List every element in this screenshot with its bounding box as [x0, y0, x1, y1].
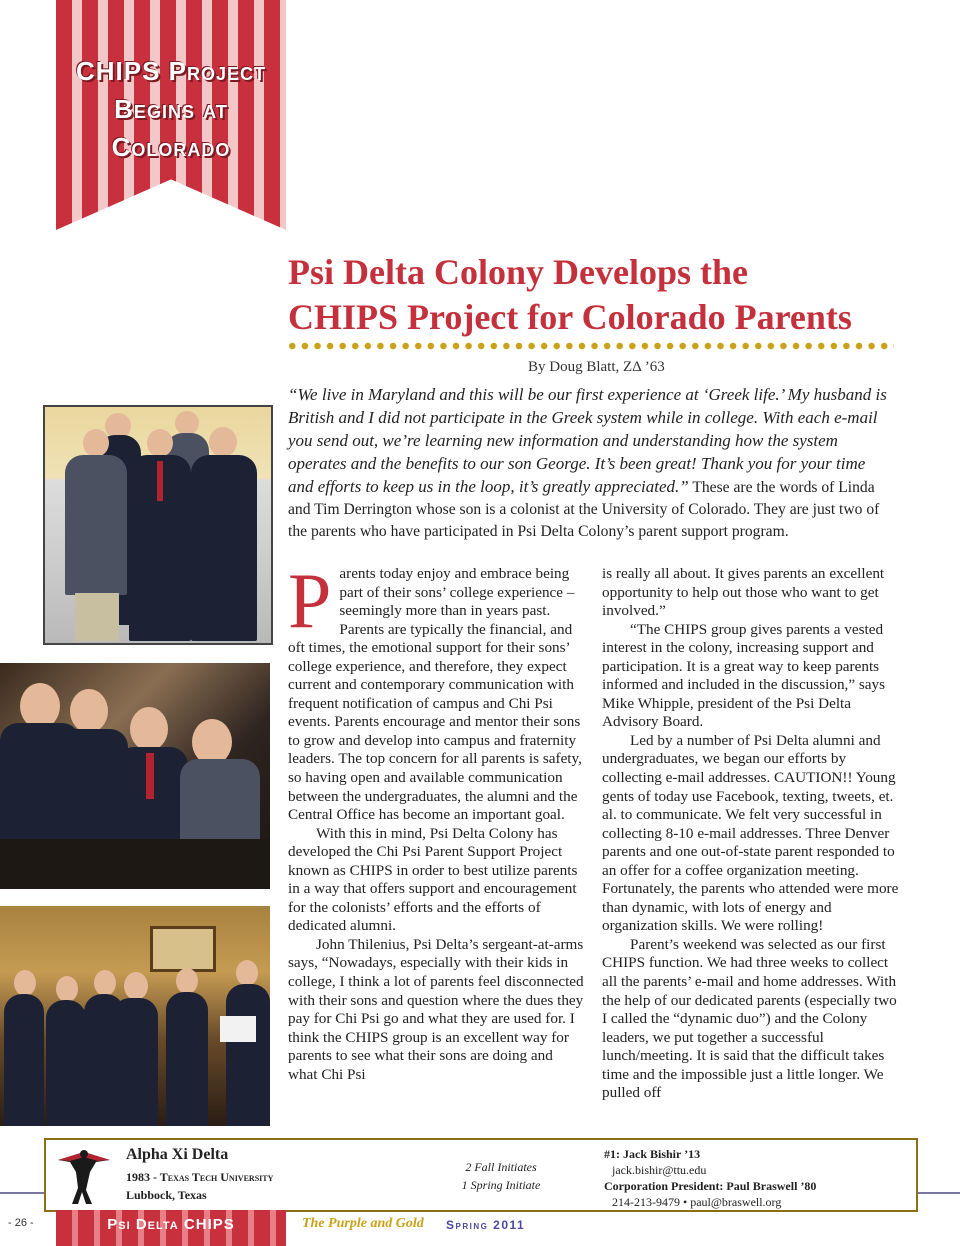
dotted-divider — [286, 341, 894, 351]
paper-handout — [220, 1016, 256, 1042]
person-body — [46, 1000, 86, 1126]
group-photo-on-steps — [43, 405, 273, 645]
person-body — [112, 998, 158, 1126]
footer-section-label: Psi Delta CHIPS — [107, 1216, 235, 1233]
chapter-name: Alpha Xi Delta — [126, 1146, 229, 1163]
drop-cap: P — [288, 557, 332, 644]
initiates-count — [426, 1158, 576, 1194]
spring-initiates: 1 Spring Initiate — [461, 1178, 541, 1192]
red-raider-mascot-icon — [56, 1146, 112, 1206]
fall-initiates: 2 Fall Initiates — [465, 1160, 537, 1174]
person-tie — [146, 753, 154, 799]
person-head — [209, 427, 237, 457]
person-head — [56, 976, 78, 1002]
person-body — [65, 455, 127, 595]
chapter-city: Lubbock, Texas — [126, 1188, 207, 1202]
headline-line-2: CHIPS Project for Colorado Parents — [288, 297, 852, 337]
body-paragraph: Parent’s weekend was selected as our first CHIPS function. We had three weeks to collect all the parents’ e-mail and home addresses. With the help of our dedicated parents (especially two I called the “dynamic duo”) and the Colony leaders, we put together a successful lunch/meeting. It is said that the difficult takes time and the impossible just a little longer. We pulled off — [602, 935, 897, 1102]
person-head — [70, 689, 108, 733]
footer-rule-right — [916, 1192, 960, 1194]
article-headline — [288, 250, 928, 340]
person-head — [175, 411, 199, 435]
person-head — [14, 970, 36, 996]
body-paragraph: John Thilenius, Psi Delta’s sergeant-at-arms says, “Nowadays, especially with their kids in college, I think a lot of parents feel disconnected with their sons and question where the dues they pay for Chi Psi go and what they are used for. I think the CHIPS group is an excellent way for parents to see what their sons are doing and what Chi Psi — [288, 935, 584, 1083]
headline-line-1: Psi Delta Colony Develops the — [288, 252, 748, 292]
chapter-founded: 1983 - Texas Tech University — [126, 1170, 274, 1184]
person-body — [226, 984, 270, 1126]
person-pants — [75, 593, 119, 641]
top-member-email[interactable]: jack.bishir@ttu.edu — [612, 1163, 707, 1177]
corporation-president: Corporation President: Paul Braswell ’80 — [604, 1179, 817, 1193]
body-paragraph: arents today enjoy and embrace being part of their sons’ college experience – seemingly more than in years past. Parents are typically the financial, and oft times, the emotional support for their sons’ college experience, and therefore, they expect current and contemporary communication with frequent notification of campus and Chi Psi events. Parents encourage and mentor their sons to grow and develop into campus and fraternity leaders. The top concern for all parents is safety, so having open and available communication between the undergraduates, the alumni and the Central Office has become an important goal. — [288, 565, 582, 824]
table-edge — [0, 839, 270, 889]
issue-label: Spring 2011 — [446, 1218, 526, 1232]
person-body — [4, 994, 44, 1126]
chapter-contacts — [604, 1146, 816, 1210]
person-head — [124, 972, 148, 1000]
page-number: - 26 - — [8, 1217, 34, 1229]
person-body — [191, 455, 257, 641]
body-paragraph: With this in mind, Psi Delta Colony has developed the Chi Psi Parent Support Project known as CHIPS in order to best utilize parents in a way that offers support and encouragement for the colonists’ efforts and the efforts of dedicated alumni. — [288, 824, 578, 935]
person-head — [83, 429, 109, 457]
banner-line-3: Colorado — [111, 132, 231, 162]
person-head — [130, 707, 168, 751]
body-column-1 — [288, 557, 586, 1084]
top-member: #1: Jack Bishir ’13 — [604, 1147, 701, 1161]
intro-quote: “We live in Maryland and this will be our first experience at ‘Greek life.’ My husband is British and I did not participate in the Greek system while in college. With each e-mail you send out, we’re learning new information and understanding how the system operates and the benefits to our son George. It’s been great! Thank you for your time and efforts to keep us in the loop, it’s greatly appreciated.” — [288, 385, 887, 496]
intro-text: These are the words of Linda and Tim Derrington whose son is a colonist at the University of Colorado. They are just two of the parents who have participated in Psi Delta Colony’s parent support program. — [288, 479, 880, 540]
body-paragraph: Led by a number of Psi Delta alumni and undergraduates, we began our efforts by collecting e-mail addresses. CAUTION!! Young gents of today use Facebook, texting, tweets, et. al. to communicate. We felt very successful in collecting 8-10 e-mail addresses. Three Denver parents and one out-of-state parent responded to an offer for a coffee organization meeting. Fortunately, the parents who attended were more than dynamic, with lots of energy and organization skills. We were rolling! — [602, 731, 899, 935]
person-body — [180, 759, 260, 849]
president-contact[interactable]: 214-213-9479 • paul@braswell.org — [612, 1195, 782, 1209]
footer-section-bar — [56, 1210, 286, 1246]
person-head — [176, 968, 198, 994]
wall-frame — [150, 926, 216, 972]
footer-rule-left — [0, 1192, 44, 1194]
person-head — [236, 960, 258, 986]
banner-line-2: Begins at — [114, 94, 228, 124]
section-banner — [56, 0, 286, 230]
body-paragraph: is really all about. It gives parents an excellent opportunity to help out those who want to get involved.” — [602, 565, 885, 620]
byline: By Doug Blatt, ZΔ ’63 — [528, 359, 665, 375]
members-seated-at-table — [0, 663, 270, 889]
magazine-title: The Purple and Gold — [302, 1216, 424, 1231]
intro-paragraph — [288, 384, 892, 543]
banner-title — [56, 52, 286, 166]
person-head — [94, 970, 116, 996]
members-standing-in-room — [0, 906, 270, 1126]
banner-line-1: CHIPS Project — [75, 56, 267, 86]
person-head — [147, 429, 173, 457]
person-tie — [157, 461, 163, 501]
body-paragraph: “The CHIPS group gives parents a vested interest in the colony, increasing support and participation. It is a great way to keep parents informed and included in the discussion,” says Mike Whipple, president of the Psi Delta Advisory Board. — [602, 620, 886, 731]
chapter-info-box — [44, 1138, 918, 1212]
body-column-2 — [602, 565, 902, 1103]
person-body — [166, 992, 208, 1126]
